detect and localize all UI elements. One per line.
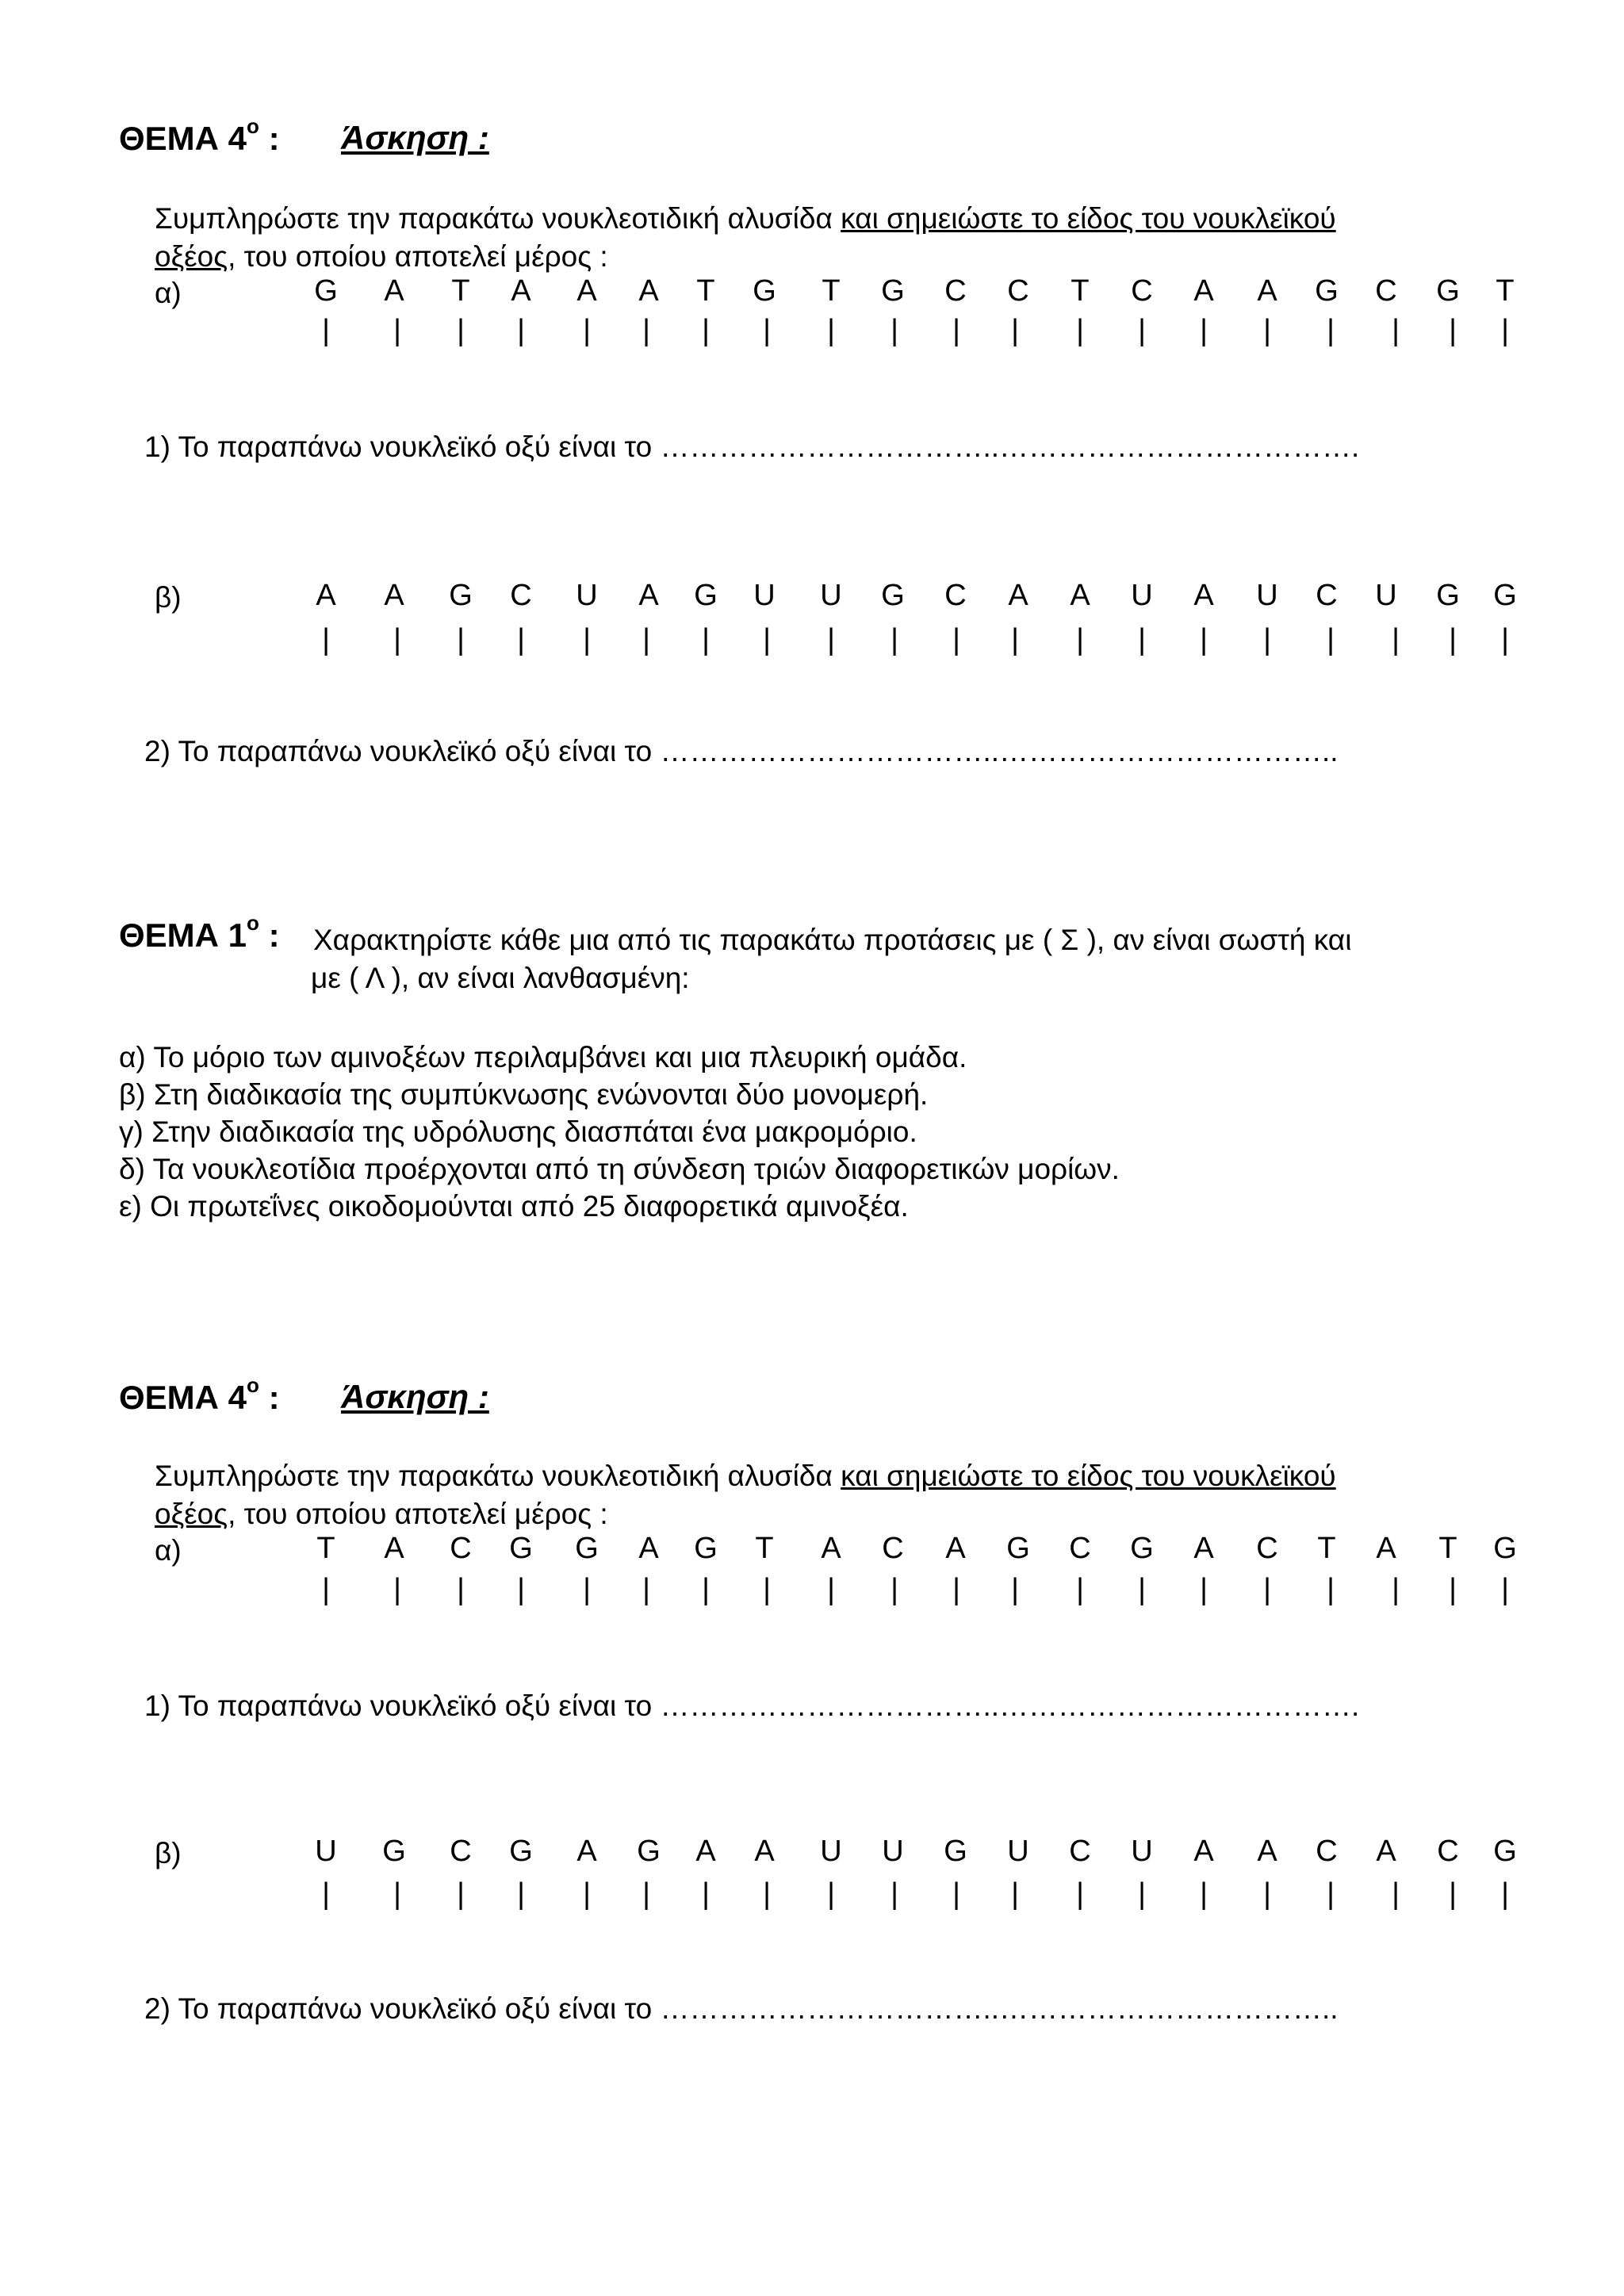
nucleotide-letter: G: [575, 1532, 599, 1565]
bond-mark: |: [763, 623, 771, 656]
nucleotide-letter: A: [576, 1835, 597, 1868]
nucleotide-letter: G: [1006, 1532, 1030, 1565]
exercise-a-instr-part1: Συμπληρώστε την παρακάτω νουκλεοτιδική αλυσίδα: [155, 202, 841, 235]
bond-mark: |: [891, 623, 898, 656]
bond-mark: |: [583, 623, 591, 656]
nucleotide-letter: G: [1436, 579, 1460, 612]
nucleotide-letter: C: [882, 1532, 904, 1565]
nucleotide-letter: A: [1193, 1835, 1214, 1868]
statement-item: β) Στη διαδικασία της συμπύκνωσης ενώνονται δύο μονομερή.: [119, 1078, 929, 1111]
nucleotide-letter: A: [695, 1835, 716, 1868]
nucleotide-letter: A: [754, 1835, 775, 1868]
nucleotide-letter: C: [1437, 1835, 1459, 1868]
bond-mark: |: [1327, 1573, 1335, 1606]
nucleotide-letter: C: [1131, 274, 1153, 308]
bond-mark: |: [322, 1573, 330, 1606]
nucleotide-letter: T: [451, 274, 470, 308]
exercise-b-instr-part1: Συμπληρώστε την παρακάτω νουκλεοτιδική αλυσίδα: [155, 1460, 841, 1492]
nucleotide-letter: G: [1493, 1835, 1517, 1868]
nucleotide-letter: G: [449, 579, 473, 612]
nucleotide-letter: A: [576, 274, 597, 308]
bond-mark: |: [1138, 623, 1146, 656]
exercise-1-heading-colon: :: [268, 916, 280, 954]
bond-mark: |: [583, 1573, 591, 1606]
exercise-a-instruction-line2: [155, 238, 608, 275]
exercise-a-question-2: 2) Το παραπάνω νουκλεϊκό οξύ είναι το ……………………………..……………………………..: [144, 735, 1339, 767]
nucleotide-letter: A: [945, 1532, 966, 1565]
exercise-1-heading-text: ΘΕΜΑ 1: [119, 916, 247, 954]
exercise-b-instruction-line1: [155, 1457, 1336, 1494]
exercise-b-label-a: α): [155, 1534, 182, 1567]
nucleotide-letter: A: [1257, 274, 1277, 308]
exercise-a-instr-underlined: και σημειώστε το είδος του νουκλεϊκού: [841, 202, 1336, 235]
nucleotide-letter: C: [510, 579, 532, 612]
nucleotide-letter: G: [1436, 274, 1460, 308]
bond-mark: |: [457, 623, 465, 656]
nucleotide-letter: A: [1193, 274, 1214, 308]
bond-mark: |: [642, 1877, 650, 1911]
bond-mark: |: [457, 1573, 465, 1606]
nucleotide-letter: G: [1130, 1532, 1154, 1565]
nucleotide-letter: G: [1493, 1532, 1517, 1565]
nucleotide-letter: G: [944, 1835, 967, 1868]
nucleotide-letter: C: [1069, 1532, 1091, 1565]
nucleotide-letter: C: [1375, 274, 1397, 308]
bond-mark: |: [393, 314, 401, 347]
nucleotide-letter: G: [509, 1532, 533, 1565]
bond-mark: |: [1392, 1573, 1400, 1606]
nucleotide-letter: U: [820, 1835, 842, 1868]
exercise-b-heading-colon: :: [268, 1379, 280, 1416]
bond-mark: |: [457, 314, 465, 347]
bond-mark: |: [1076, 1877, 1084, 1911]
nucleotide-letter: C: [944, 579, 967, 612]
bond-mark: |: [1138, 1573, 1146, 1606]
exercise-a-instruction-line1: [155, 200, 1336, 237]
bond-mark: |: [1327, 623, 1335, 656]
nucleotide-letter: A: [1193, 579, 1214, 612]
bond-mark: |: [1501, 1877, 1509, 1911]
nucleotide-letter: G: [881, 274, 905, 308]
nucleotide-letter: U: [576, 579, 598, 612]
bond-mark: |: [702, 1573, 710, 1606]
bond-mark: |: [393, 623, 401, 656]
nucleotide-letter: G: [881, 579, 905, 612]
nucleotide-letter: A: [821, 1532, 841, 1565]
bond-mark: |: [393, 1573, 401, 1606]
bond-mark: |: [1011, 623, 1019, 656]
statement-item: α) Το μόριο των αμινοξέων περιλαμβάνει και μια πλευρική ομάδα.: [119, 1041, 967, 1073]
bond-mark: |: [393, 1877, 401, 1911]
exercise-b-heading-text: ΘΕΜΑ 4: [119, 1379, 247, 1416]
nucleotide-letter: U: [1375, 579, 1397, 612]
bond-mark: |: [891, 314, 898, 347]
bond-mark: |: [1076, 1573, 1084, 1606]
bond-mark: |: [1263, 1877, 1271, 1911]
nucleotide-letter: A: [1193, 1532, 1214, 1565]
bond-mark: |: [1392, 623, 1400, 656]
bond-mark: |: [1200, 1573, 1208, 1606]
nucleotide-letter: C: [450, 1532, 472, 1565]
statement-item: δ) Τα νουκλεοτίδια προέρχονται από τη σύνδεση τριών διαφορετικών μορίων.: [119, 1153, 1120, 1185]
bond-mark: |: [517, 623, 525, 656]
bond-mark: |: [891, 1877, 898, 1911]
nucleotide-letter: C: [1069, 1835, 1091, 1868]
bond-mark: |: [1011, 314, 1019, 347]
exercise-1-statement-list: [119, 1039, 1120, 1225]
bond-mark: |: [1501, 314, 1509, 347]
bond-mark: |: [1138, 1877, 1146, 1911]
nucleotide-letter: A: [638, 1532, 659, 1565]
bond-mark: |: [952, 314, 960, 347]
bond-mark: |: [583, 1877, 591, 1911]
bond-mark: |: [702, 1877, 710, 1911]
exercise-b-heading-sup: ο: [247, 1373, 259, 1397]
nucleotide-letter: T: [822, 274, 841, 308]
bond-mark: |: [1449, 1573, 1457, 1606]
nucleotide-letter: C: [944, 274, 967, 308]
exercise-a-title: Άσκηση :: [341, 119, 489, 156]
bond-mark: |: [517, 1573, 525, 1606]
exercise-a-heading-sup: ο: [247, 114, 259, 138]
bond-mark: |: [827, 314, 835, 347]
bond-mark: |: [1501, 1573, 1509, 1606]
bond-mark: |: [517, 1877, 525, 1911]
nucleotide-letter: A: [638, 579, 659, 612]
nucleotide-letter: T: [755, 1532, 774, 1565]
nucleotide-letter: A: [316, 579, 336, 612]
bond-mark: |: [1392, 1877, 1400, 1911]
bond-mark: |: [1011, 1573, 1019, 1606]
nucleotide-letter: A: [511, 274, 531, 308]
exercise-1-intro-line2: με ( Λ ), αν είναι λανθασμένη:: [311, 962, 690, 994]
nucleotide-letter: A: [384, 274, 404, 308]
bond-mark: |: [1076, 623, 1084, 656]
bond-mark: |: [583, 314, 591, 347]
nucleotide-letter: C: [1007, 274, 1029, 308]
bond-mark: |: [642, 623, 650, 656]
bond-mark: |: [322, 1877, 330, 1911]
nucleotide-letter: A: [1008, 579, 1028, 612]
nucleotide-letter: U: [882, 1835, 904, 1868]
bond-mark: |: [322, 314, 330, 347]
bond-mark: |: [457, 1877, 465, 1911]
nucleotide-letter: A: [384, 1532, 404, 1565]
bond-mark: |: [517, 314, 525, 347]
bond-mark: |: [1263, 1573, 1271, 1606]
nucleotide-letter: A: [1070, 579, 1090, 612]
bond-mark: |: [1449, 314, 1457, 347]
bond-mark: |: [1200, 314, 1208, 347]
bond-mark: |: [763, 314, 771, 347]
bond-mark: |: [763, 1573, 771, 1606]
nucleotide-letter: U: [1007, 1835, 1029, 1868]
exercise-a-heading-text: ΘΕΜΑ 4: [119, 120, 247, 157]
exercise-b-title: Άσκηση :: [341, 1378, 489, 1415]
bond-mark: |: [642, 314, 650, 347]
bond-mark: |: [952, 1573, 960, 1606]
bond-mark: |: [702, 314, 710, 347]
nucleotide-letter: C: [1316, 1835, 1338, 1868]
nucleotide-letter: U: [820, 579, 842, 612]
exercise-a-heading-colon: :: [268, 120, 280, 157]
nucleotide-letter: G: [382, 1835, 406, 1868]
exercise-b-label-b: β): [155, 1837, 182, 1869]
nucleotide-letter: U: [753, 579, 776, 612]
nucleotide-letter: A: [1257, 1835, 1277, 1868]
nucleotide-letter: C: [450, 1835, 472, 1868]
nucleotide-letter: T: [1438, 1532, 1457, 1565]
nucleotide-letter: C: [1316, 579, 1338, 612]
exercise-1-heading-sup: ο: [247, 911, 259, 935]
nucleotide-letter: U: [1131, 1835, 1153, 1868]
nucleotide-letter: A: [638, 274, 659, 308]
bond-mark: |: [891, 1573, 898, 1606]
bond-mark: |: [1200, 623, 1208, 656]
exercise-a-question-1: 1) Το παραπάνω νουκλεϊκό οξύ είναι το ……………………………..……………………………….: [144, 430, 1360, 463]
exercise-b-instr-line2-rest: , του οποίου αποτελεί μέρος :: [228, 1498, 608, 1530]
exercise-a-heading: [119, 114, 280, 158]
bond-mark: |: [702, 623, 710, 656]
nucleotide-letter: C: [1256, 1532, 1278, 1565]
nucleotide-letter: T: [1317, 1532, 1336, 1565]
nucleotide-letter: T: [696, 274, 715, 308]
bond-mark: |: [1327, 1877, 1335, 1911]
exercise-1-heading: [119, 911, 280, 955]
exercise-a-label-b: β): [155, 581, 182, 614]
bond-mark: |: [1449, 623, 1457, 656]
bond-mark: |: [763, 1877, 771, 1911]
nucleotide-letter: U: [1256, 579, 1278, 612]
bond-mark: |: [952, 1877, 960, 1911]
nucleotide-letter: G: [637, 1835, 661, 1868]
bond-mark: |: [827, 1877, 835, 1911]
bond-mark: |: [1392, 314, 1400, 347]
nucleotide-letter: T: [1496, 274, 1515, 308]
bond-mark: |: [827, 1573, 835, 1606]
statement-item: ε) Οι πρωτεΐνες οικοδομούνται από 25 διαφορετικά αμινοξέα.: [119, 1190, 909, 1223]
bond-mark: |: [1200, 1877, 1208, 1911]
nucleotide-letter: G: [509, 1835, 533, 1868]
bond-mark: |: [1011, 1877, 1019, 1911]
bond-mark: |: [827, 623, 835, 656]
exercise-b-instr-line2-underlined: οξέος: [155, 1498, 228, 1530]
nucleotide-letter: G: [1493, 579, 1517, 612]
exercise-a-instr-line2-rest: , του οποίου αποτελεί μέρος :: [228, 240, 608, 273]
nucleotide-letter: U: [315, 1835, 337, 1868]
exercise-b-instr-underlined: και σημειώστε το είδος του νουκλεϊκού: [841, 1460, 1336, 1492]
nucleotide-letter: T: [1071, 274, 1090, 308]
nucleotide-letter: A: [1376, 1532, 1396, 1565]
bond-mark: |: [642, 1573, 650, 1606]
exercise-a-instr-line2-underlined: οξέος: [155, 240, 228, 273]
bond-mark: |: [952, 623, 960, 656]
bond-mark: |: [1263, 623, 1271, 656]
bond-mark: |: [1138, 314, 1146, 347]
nucleotide-letter: G: [694, 1532, 718, 1565]
exercise-b-instruction-line2: [155, 1495, 608, 1533]
bond-mark: |: [1327, 314, 1335, 347]
nucleotide-letter: G: [314, 274, 338, 308]
nucleotide-letter: A: [384, 579, 404, 612]
exercise-b-question-1: 1) Το παραπάνω νουκλεϊκό οξύ είναι το ……………………………..……………………………….: [144, 1689, 1360, 1722]
exercise-a-label-a: α): [155, 277, 182, 309]
nucleotide-letter: G: [694, 579, 718, 612]
bond-mark: |: [1501, 623, 1509, 656]
bond-mark: |: [322, 623, 330, 656]
bond-mark: |: [1449, 1877, 1457, 1911]
exercise-1-intro-line1: Χαρακτηρίστε κάθε μια από τις παρακάτω προτάσεις με ( Σ ), αν είναι σωστή και: [313, 924, 1352, 956]
bond-mark: |: [1076, 314, 1084, 347]
exercise-b-question-2: 2) Το παραπάνω νουκλεϊκό οξύ είναι το ……………………………..……………………………..: [144, 1992, 1339, 2025]
nucleotide-letter: G: [753, 274, 776, 308]
exercise-b-heading: [119, 1373, 280, 1417]
nucleotide-letter: T: [316, 1532, 335, 1565]
bond-mark: |: [1263, 314, 1271, 347]
nucleotide-letter: A: [1376, 1835, 1396, 1868]
statement-item: γ) Στην διαδικασία της υδρόλυσης διασπάται ένα μακρομόριο.: [119, 1115, 917, 1148]
nucleotide-letter: U: [1131, 579, 1153, 612]
nucleotide-letter: G: [1315, 274, 1339, 308]
